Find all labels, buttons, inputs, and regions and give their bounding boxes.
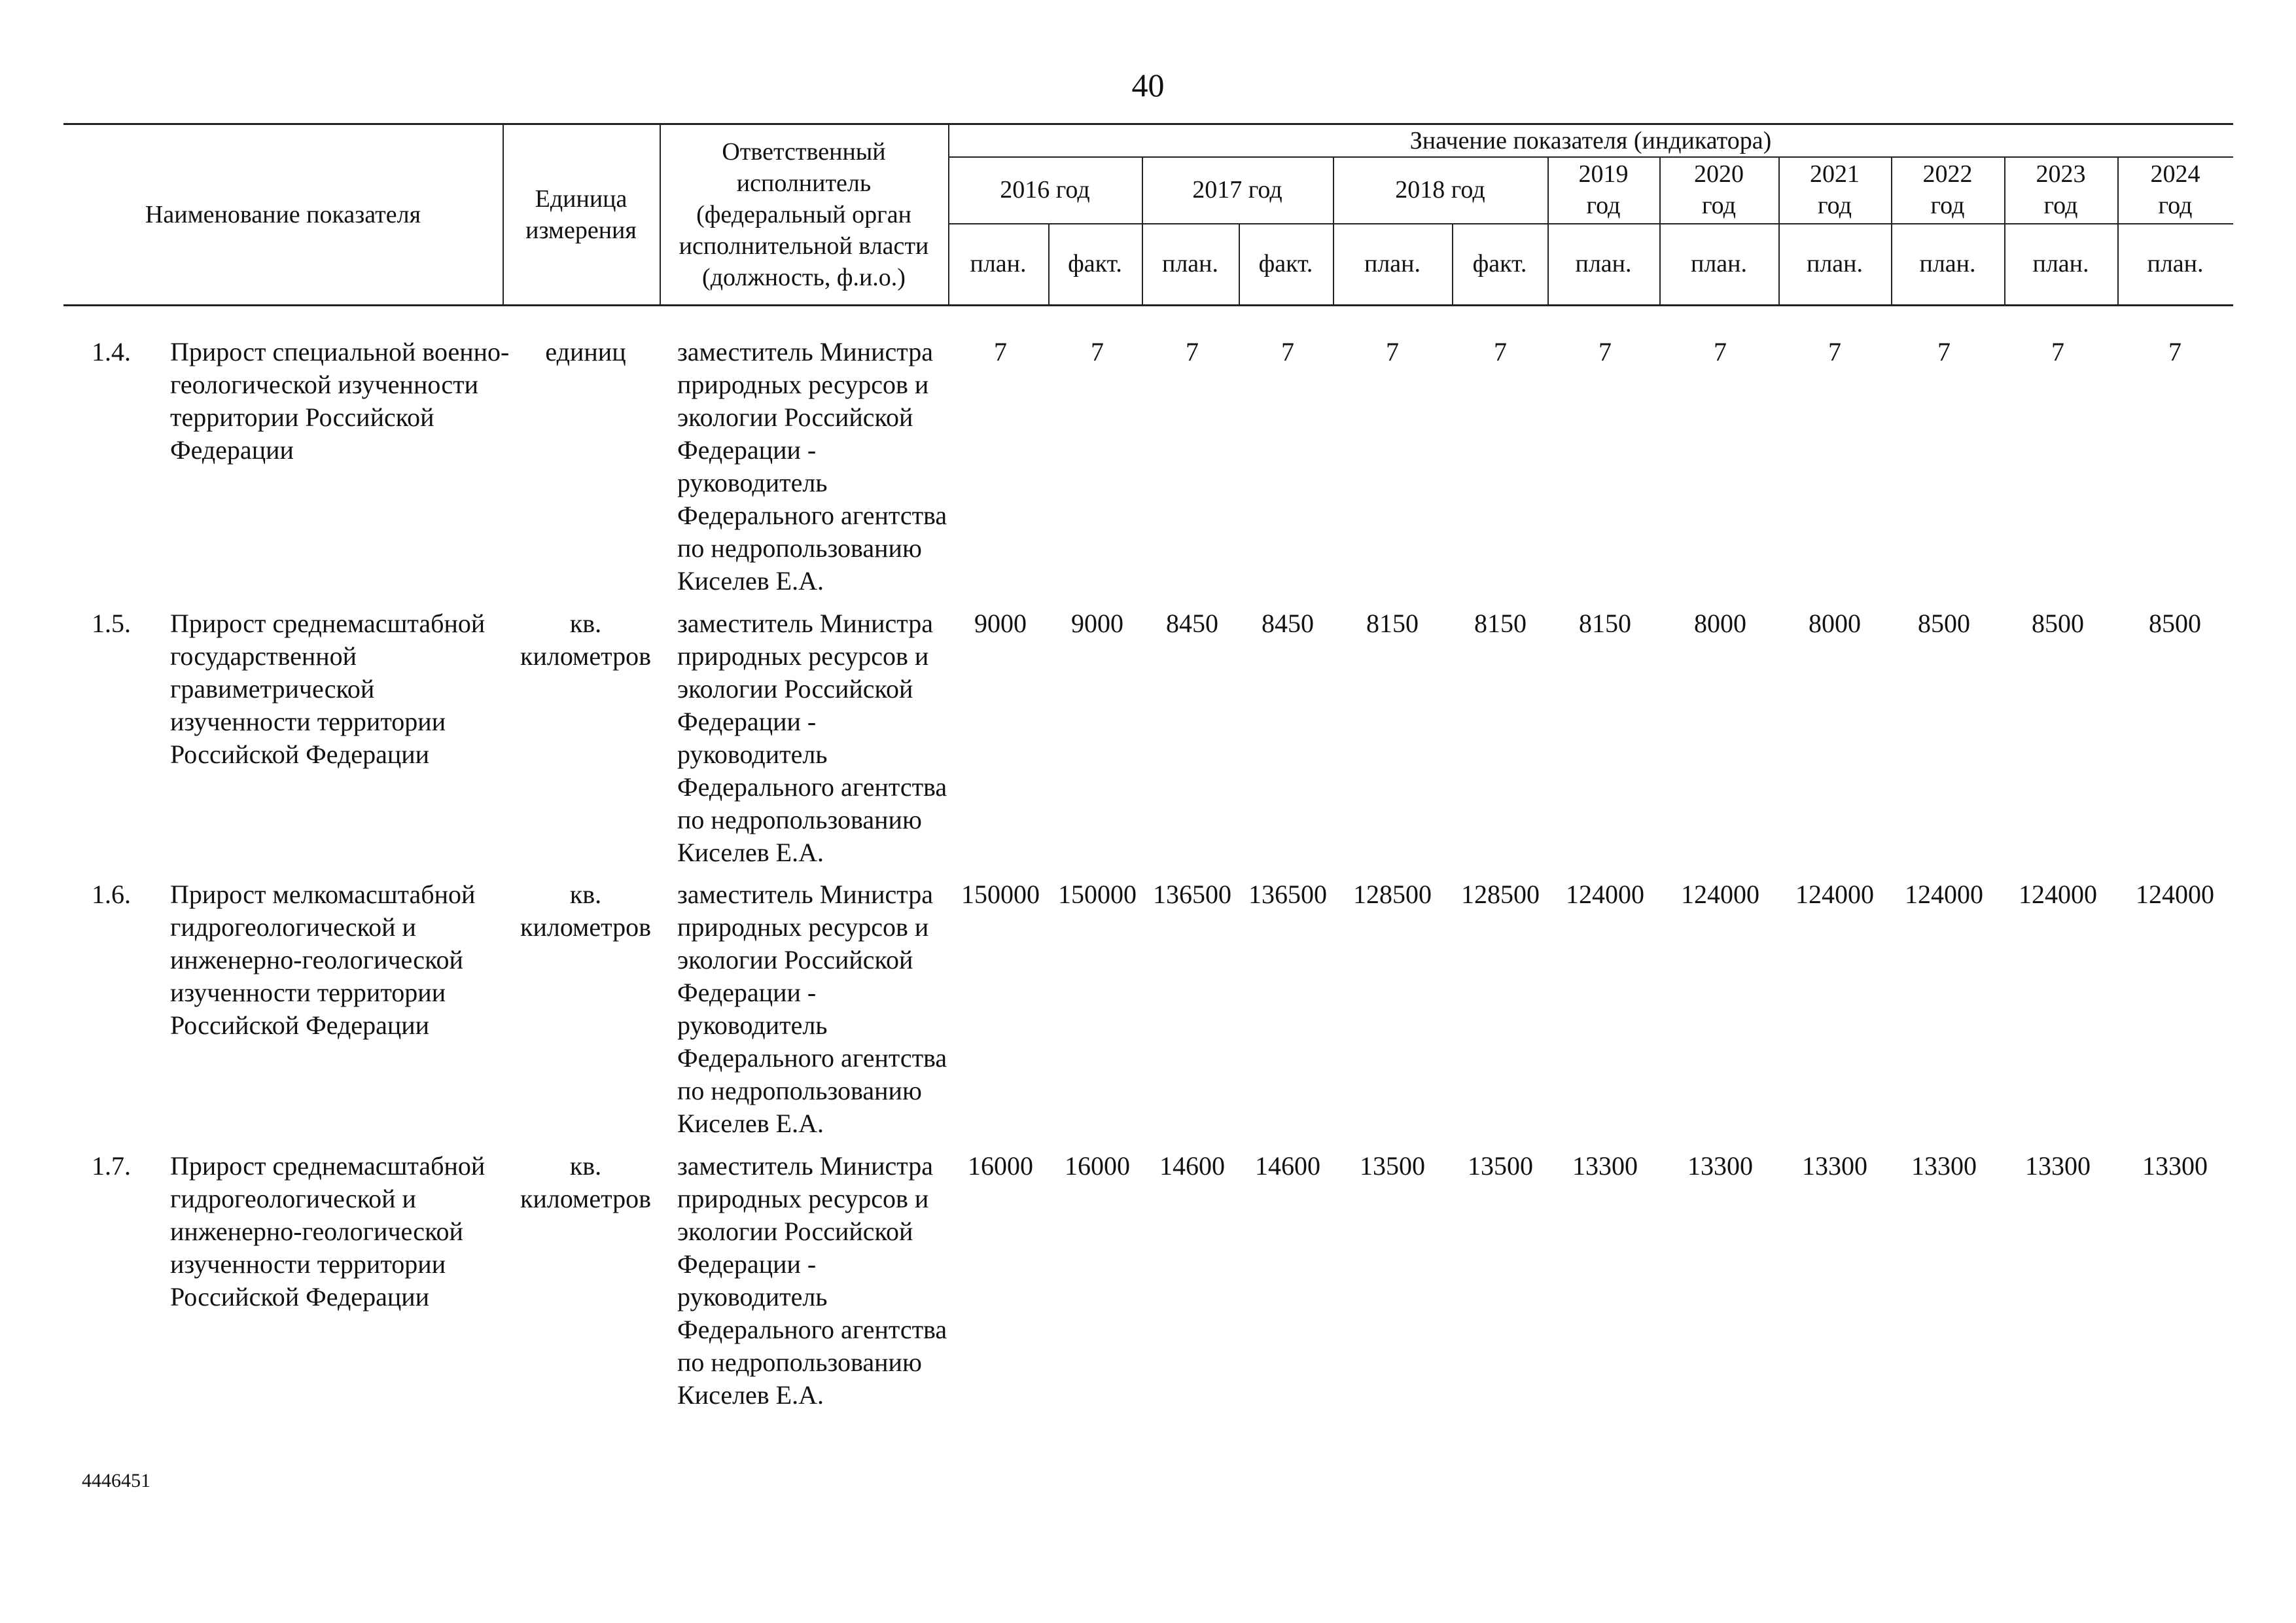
value-cell: 13300 — [1802, 1151, 1867, 1181]
value-cell: 124000 — [2019, 880, 2097, 909]
plan-header: план. — [1364, 250, 1421, 277]
document-code: 4446451 — [82, 1470, 150, 1491]
value-cell: 14600 — [1159, 1151, 1225, 1181]
value-cell: 7 — [1386, 337, 1399, 366]
value-cell: 16000 — [968, 1151, 1033, 1181]
value-cell: 8150 — [1474, 609, 1527, 638]
value-cell: 13300 — [1687, 1151, 1753, 1181]
value-cell: 13500 — [1360, 1151, 1425, 1181]
value-cell: 8150 — [1579, 609, 1631, 638]
value-cell: 8150 — [1366, 609, 1419, 638]
value-cell: 150000 — [1058, 880, 1137, 909]
value-cell: 150000 — [961, 880, 1040, 909]
value-cell: 8500 — [1918, 609, 1970, 638]
year-header: 2018 год — [1395, 176, 1485, 204]
value-cell: 14600 — [1255, 1151, 1320, 1181]
year-header: 2023 год — [2036, 160, 2086, 219]
unit: единиц — [545, 337, 626, 366]
value-cell: 8450 — [1262, 609, 1314, 638]
value-cell: 7 — [1714, 337, 1727, 366]
value-cell: 9000 — [974, 609, 1027, 638]
year-header: 2021 год — [1810, 160, 1860, 219]
value-cell: 13300 — [2025, 1151, 2091, 1181]
col-responsible-header: Ответственный исполнитель (федеральный орган исполнительной власти (должность, ф.и.о.) — [679, 138, 929, 291]
plan-header: план. — [2032, 250, 2089, 277]
value-cell: 16000 — [1065, 1151, 1130, 1181]
value-cell: 13300 — [2142, 1151, 2208, 1181]
value-cell: 136500 — [1248, 880, 1327, 909]
plan-header: план. — [1575, 250, 1632, 277]
responsible: заместитель Министра природных ресурсов и экологии Российской Федерации - руководитель Федерального агентства по недропользованию Киселев Е.А. — [677, 1151, 947, 1410]
responsible: заместитель Министра природных ресурсов и экологии Российской Федерации - руководитель Федерального агентства по недропользованию Киселев Е.А. — [677, 609, 947, 867]
responsible: заместитель Министра природных ресурсов и экологии Российской Федерации - руководитель Федерального агентства по недропользованию Киселев Е.А. — [677, 880, 947, 1138]
value-cell: 8500 — [2149, 609, 2201, 638]
value-cell: 13300 — [1572, 1151, 1638, 1181]
value-cell: 124000 — [1795, 880, 1874, 909]
indicator-name: Прирост мелкомасштабной гидрогеологической и инженерно-геологической изученности территории Российской Федерации — [170, 880, 476, 1040]
unit: кв. километров — [520, 880, 651, 942]
year-header: 2022 год — [1922, 160, 1973, 219]
value-cell: 7 — [1598, 337, 1612, 366]
value-cell: 7 — [1091, 337, 1104, 366]
value-cell: 9000 — [1071, 609, 1123, 638]
value-cell: 124000 — [2136, 880, 2214, 909]
value-cell: 7 — [1494, 337, 1507, 366]
value-cell: 8450 — [1166, 609, 1218, 638]
unit: кв. километров — [520, 1151, 651, 1213]
value-cell: 7 — [2051, 337, 2064, 366]
responsible: заместитель Министра природных ресурсов и экологии Российской Федерации - руководитель Федерального агентства по недропользованию Киселев Е.А. — [677, 337, 947, 596]
value-cell: 13500 — [1468, 1151, 1533, 1181]
year-header: 2017 год — [1192, 176, 1282, 204]
value-cell: 8000 — [1694, 609, 1746, 638]
value-cell: 8000 — [1809, 609, 1861, 638]
unit: кв. километров — [520, 609, 651, 671]
col-unit-header: Единица измерения — [525, 185, 637, 244]
plan-header: план. — [1161, 250, 1218, 277]
value-cell: 124000 — [1905, 880, 1983, 909]
plan-header: план. — [1690, 250, 1747, 277]
value-cell: 7 — [994, 337, 1007, 366]
value-cell: 8500 — [2032, 609, 2084, 638]
value-cell: 7 — [1186, 337, 1199, 366]
row-number: 1.4. — [92, 337, 131, 366]
value-cell: 128500 — [1461, 880, 1540, 909]
indicator-name: Прирост среднемасштабной гидрогеологической и инженерно-геологической изученности территории Российской Федерации — [170, 1151, 486, 1311]
value-cell: 13300 — [1911, 1151, 1977, 1181]
value-cell: 7 — [1281, 337, 1294, 366]
value-cell: 124000 — [1566, 880, 1644, 909]
plan-header: план. — [1806, 250, 1863, 277]
fact-header: факт. — [1068, 250, 1122, 277]
plan-header: план. — [1919, 250, 1976, 277]
plan-header: план. — [2147, 250, 2204, 277]
value-cell: 7 — [1937, 337, 1951, 366]
year-header: 2019 год — [1578, 160, 1629, 219]
row-number: 1.7. — [92, 1151, 131, 1181]
year-header: 2024 год — [2150, 160, 2200, 219]
year-header: 2020 год — [1694, 160, 1744, 219]
fact-header: факт. — [1472, 250, 1527, 277]
fact-header: факт. — [1258, 250, 1313, 277]
page-number: 40 — [1131, 67, 1165, 103]
table-header — [63, 123, 2233, 306]
value-cell: 128500 — [1353, 880, 1432, 909]
value-group-header: Значение показателя (индикатора) — [1409, 127, 1772, 154]
value-cell: 7 — [2168, 337, 2181, 366]
value-cell: 124000 — [1681, 880, 1759, 909]
value-cell: 136500 — [1153, 880, 1231, 909]
row-number: 1.6. — [92, 880, 131, 909]
value-cell: 7 — [1828, 337, 1841, 366]
col-name-header: Наименование показателя — [145, 201, 421, 228]
year-header: 2016 год — [1000, 176, 1090, 204]
indicator-name: Прирост среднемасштабной государственной гравиметрической изученности территории Российской Федерации — [170, 609, 486, 769]
row-number: 1.5. — [92, 609, 131, 638]
indicator-name: Прирост специальной военно-геологической изученности территории Российской Федерации — [170, 337, 510, 465]
plan-header: план. — [970, 250, 1027, 277]
